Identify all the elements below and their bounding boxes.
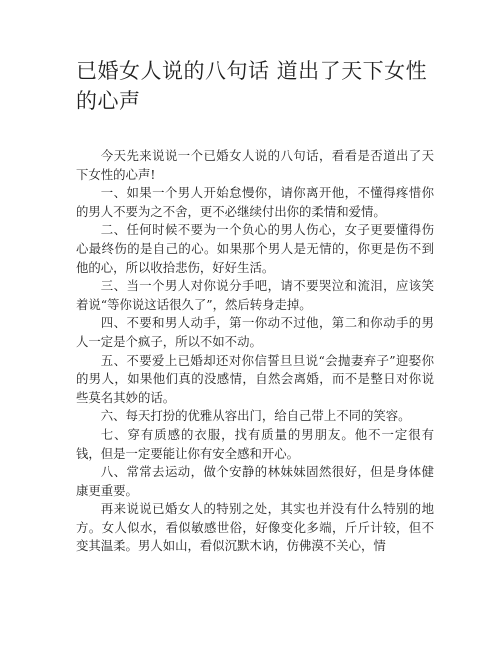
paragraph: 再来说说已婚女人的特别之处，其实也并没有什么特别的地方。女人似水，看似敏感世俗，好像变化多端，斤斤计较，但不变其温柔。男人如山，看似沉默木讷，仿佛漠不关心，情 — [76, 501, 434, 554]
paragraph: 三、当一个男人对你说分手吧，请不要哭泣和流泪，应该笑着说“等你说这话很久了”，然后转身走掉。 — [76, 278, 434, 312]
paragraph: 今天先来说说一个已婚女人说的八句话，看看是否道出了天下女性的心声! — [76, 148, 434, 182]
paragraph: 五、不要爱上已婚却还对你信誓旦旦说“会抛妻弃子”迎娶你的男人，如果他们真的没感情，自然会离婚，而不是整日对你说些莫名其妙的话。 — [76, 352, 434, 405]
paragraph: 七、穿有质感的衣服，找有质量的男朋友。他不一定很有钱，但是一定要能让你有安全感和开心。 — [76, 426, 434, 461]
paragraph: 八、常常去运动，做个安静的林妹妹固然很好，但是身体健康更重要。 — [76, 464, 434, 498]
document-title: 已婚女人说的八句话 道出了天下女性的心声 — [76, 59, 428, 113]
paragraph: 二、任何时候不要为一个负心的男人伤心，女子更要懂得伤心最终伤的是自己的心。如果那个男人是无情的，你更是伤不到他的心，所以收拾悲伤，好好生活。 — [76, 222, 434, 275]
document-body — [76, 147, 434, 556]
paragraph: 一、如果一个男人开始怠慢你，请你离开他，不懂得疼惜你的男人不要为之不舍，更不必继续付出你的柔情和爱情。 — [76, 185, 434, 219]
paragraph: 六、每天打扮的优雅从容出门，给自己带上不同的笑容。 — [100, 408, 411, 424]
paragraph: 四、不要和男人动手，第一你动不过他，第二和你动手的男人一定是个疯子，所以不如不动。 — [76, 315, 434, 349]
